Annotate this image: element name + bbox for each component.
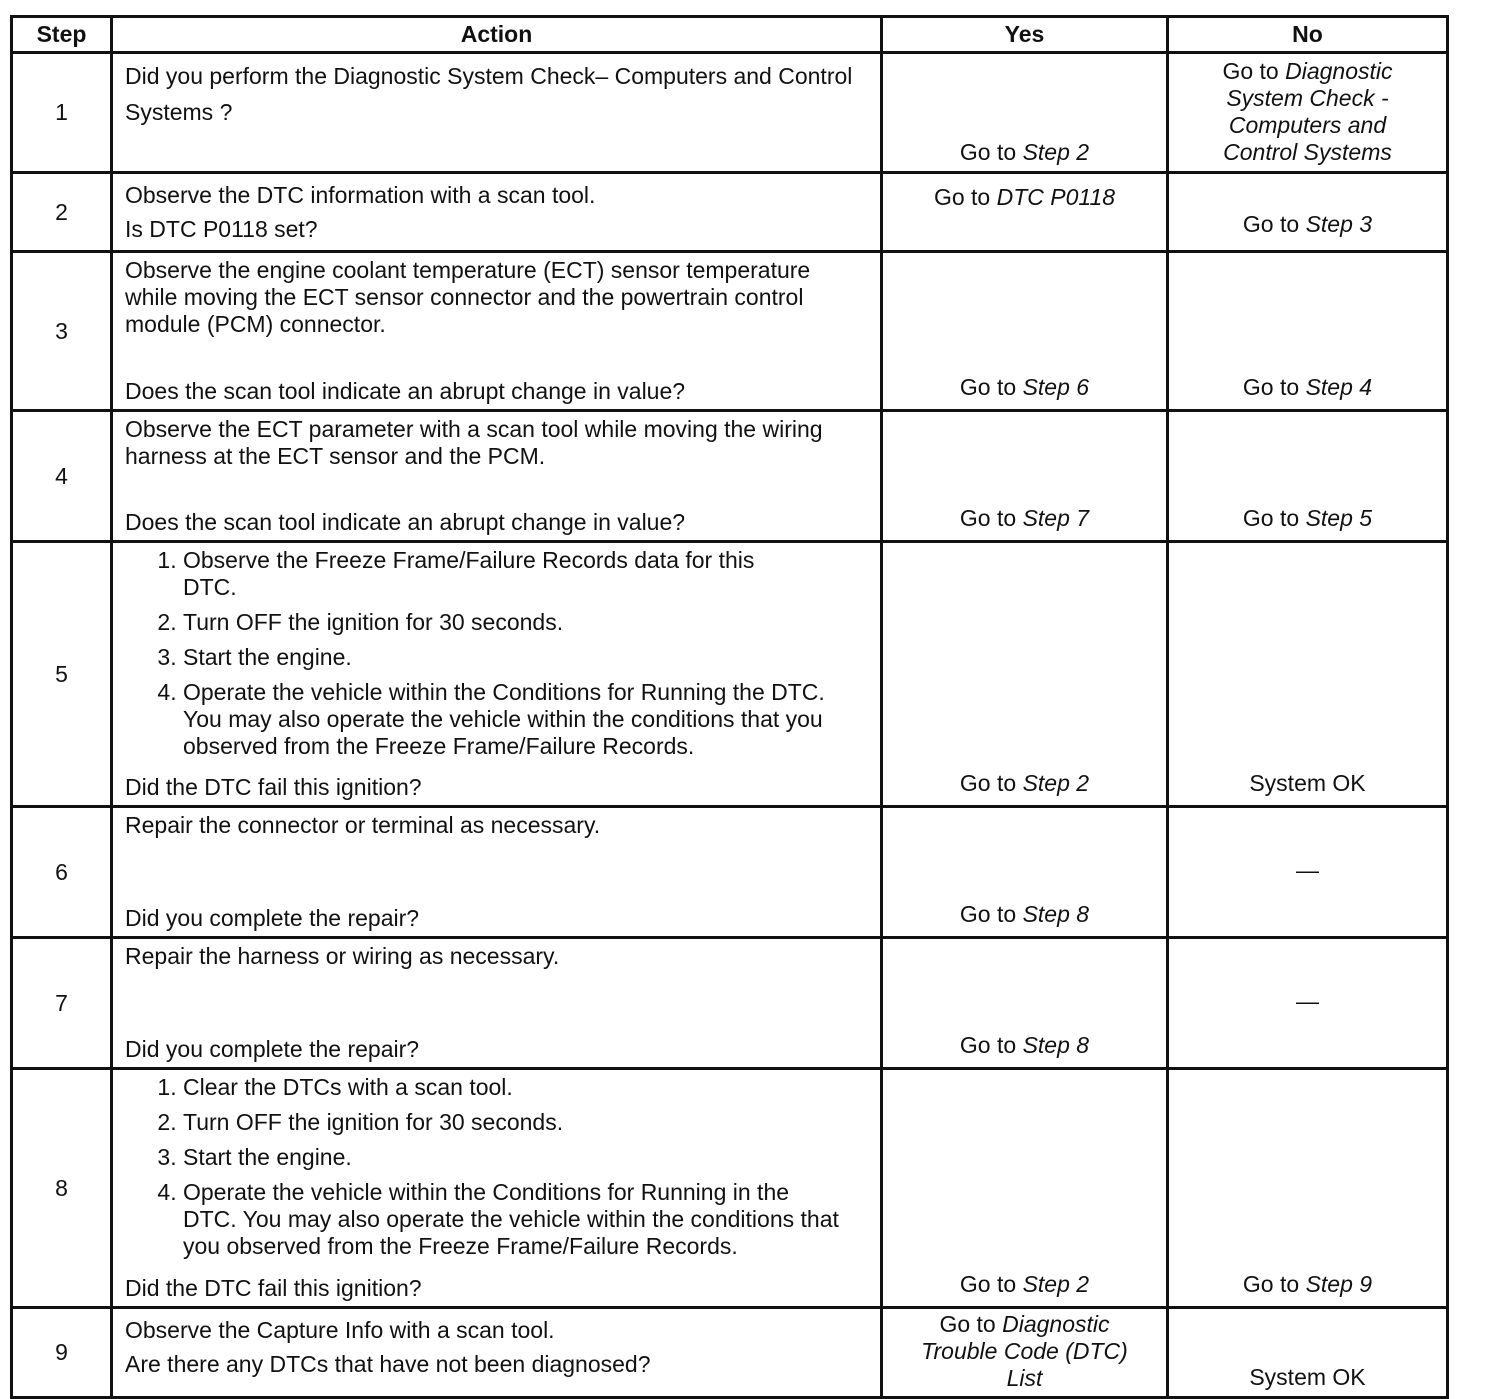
- yes-target: Step 7: [1022, 505, 1090, 531]
- no-dash: —: [1296, 856, 1319, 883]
- action-question: Is DTC P0118 set?: [125, 216, 318, 242]
- action-cell: [112, 1308, 882, 1398]
- yes-prefix: Go to: [959, 505, 1023, 531]
- yes-target: Step 8: [1022, 901, 1090, 927]
- yes-cell: [882, 53, 1168, 173]
- action-cell: [112, 53, 882, 173]
- yes-prefix: Go to: [959, 1032, 1023, 1058]
- yes-target: Step 6: [1022, 374, 1090, 400]
- action-text: Repair the harness or wiring as necessary.: [125, 943, 560, 969]
- list-item: 1. Observe the Freeze Frame/Failure Records data for this DTC.: [183, 547, 840, 601]
- action-cell: [112, 252, 882, 411]
- action-cell: [112, 938, 882, 1069]
- no-prefix: Go to: [1242, 1271, 1306, 1297]
- step-number: 1: [12, 53, 112, 173]
- no-cell: [1168, 807, 1448, 938]
- yes-target: Step 2: [1022, 1271, 1090, 1297]
- action-question: Did the DTC fail this ignition?: [125, 1275, 422, 1301]
- step-number: 5: [12, 542, 112, 807]
- table-row: [12, 411, 1448, 542]
- step-number: 7: [12, 938, 112, 1069]
- action-text: Repair the connector or terminal as necessary.: [125, 812, 601, 838]
- header-step: Step: [12, 17, 112, 53]
- no-target: Step 9: [1305, 1271, 1373, 1297]
- list-item: 4. Operate the vehicle within the Conditions for Running the DTC. You may also operate the vehicle within the conditions that you observed from the Freeze Frame/Failure Records.: [183, 679, 840, 760]
- table-row: [12, 542, 1448, 807]
- yes-cell: [882, 1069, 1168, 1308]
- table-row: [12, 807, 1448, 938]
- no-cell: [1168, 252, 1448, 411]
- header-yes: Yes: [882, 17, 1168, 53]
- yes-prefix: Go to: [959, 770, 1023, 796]
- table-row: [12, 1308, 1448, 1398]
- no-cell: [1168, 411, 1448, 542]
- table-row: [12, 53, 1448, 173]
- step-number: 6: [12, 807, 112, 938]
- yes-target: Diagnostic Trouble Code (DTC) List: [921, 1311, 1128, 1391]
- no-prefix: Go to: [1242, 211, 1306, 237]
- yes-target: Step 8: [1022, 1032, 1090, 1058]
- yes-cell: [882, 807, 1168, 938]
- action-question: Did you complete the repair?: [125, 1036, 420, 1062]
- yes-cell: [882, 252, 1168, 411]
- yes-target: DTC P0118: [996, 184, 1116, 210]
- yes-cell: [882, 411, 1168, 542]
- yes-prefix: Go to: [933, 184, 997, 210]
- action-text: Observe the ECT parameter with a scan tool while moving the wiring harness at the ECT sensor and the PCM.: [125, 416, 823, 469]
- yes-cell: [882, 938, 1168, 1069]
- table-row: [12, 252, 1448, 411]
- yes-prefix: Go to: [959, 374, 1023, 400]
- action-list: [125, 547, 880, 768]
- list-item: 1. Clear the DTCs with a scan tool.: [183, 1074, 840, 1101]
- action-cell: [112, 411, 882, 542]
- action-question: Did you complete the repair?: [125, 905, 420, 931]
- no-cell: [1168, 938, 1448, 1069]
- yes-prefix: Go to: [939, 1311, 1003, 1337]
- step-number: 2: [12, 173, 112, 252]
- action-cell: [112, 542, 882, 807]
- header-no: No: [1168, 17, 1448, 53]
- action-text: Observe the engine coolant temperature (ECT) sensor temperature while moving the ECT sensor connector and the powertrain control module (PCM) connector.: [125, 257, 811, 337]
- step-number: 8: [12, 1069, 112, 1308]
- no-cell: [1168, 542, 1448, 807]
- action-text: Did you perform the Diagnostic System Check– Computers and Control Systems ?: [125, 63, 853, 125]
- no-prefix: Go to: [1242, 374, 1306, 400]
- no-cell: [1168, 53, 1448, 173]
- action-question: Did the DTC fail this ignition?: [125, 774, 422, 800]
- list-item: 2. Turn OFF the ignition for 30 seconds.: [183, 1109, 840, 1136]
- step-number: 9: [12, 1308, 112, 1398]
- action-cell: [112, 173, 882, 252]
- list-item: 4. Operate the vehicle within the Conditions for Running in the DTC. You may also operate the vehicle within the conditions that you observed from the Freeze Frame/Failure Records.: [183, 1179, 840, 1260]
- no-cell: [1168, 1308, 1448, 1398]
- no-target: Step 4: [1305, 374, 1373, 400]
- yes-prefix: Go to: [959, 1271, 1023, 1297]
- table-row: [12, 173, 1448, 252]
- yes-cell: [882, 1308, 1168, 1398]
- no-prefix: Go to: [1242, 505, 1306, 531]
- action-question: Does the scan tool indicate an abrupt change in value?: [125, 378, 686, 404]
- header-row: [12, 17, 1448, 53]
- action-question: Does the scan tool indicate an abrupt change in value?: [125, 509, 686, 535]
- no-target: Step 5: [1305, 505, 1373, 531]
- table-row: [12, 938, 1448, 1069]
- no-cell: [1168, 1069, 1448, 1308]
- yes-target: Step 2: [1022, 770, 1090, 796]
- yes-cell: [882, 542, 1168, 807]
- action-cell: [112, 807, 882, 938]
- yes-prefix: Go to: [959, 139, 1023, 165]
- table-row: [12, 1069, 1448, 1308]
- no-text: System OK: [1249, 770, 1366, 796]
- action-cell: [112, 1069, 882, 1308]
- no-cell: [1168, 173, 1448, 252]
- no-prefix: Go to: [1222, 58, 1286, 84]
- step-number: 3: [12, 252, 112, 411]
- header-action: Action: [112, 17, 882, 53]
- no-dash: —: [1296, 987, 1319, 1014]
- step-number: 4: [12, 411, 112, 542]
- action-list: [125, 1074, 880, 1268]
- yes-cell: [882, 173, 1168, 252]
- no-target: Diagnostic System Check - Computers and Control Systems: [1223, 58, 1393, 165]
- action-question: Are there any DTCs that have not been diagnosed?: [125, 1351, 651, 1377]
- yes-target: Step 2: [1022, 139, 1090, 165]
- list-item: 3. Start the engine.: [183, 644, 840, 671]
- diagnostic-table: [10, 15, 1449, 1399]
- yes-prefix: Go to: [959, 901, 1023, 927]
- no-target: Step 3: [1305, 211, 1373, 237]
- action-text: Observe the DTC information with a scan tool.: [125, 182, 596, 208]
- no-text: System OK: [1249, 1364, 1366, 1390]
- list-item: 2. Turn OFF the ignition for 30 seconds.: [183, 609, 840, 636]
- action-text: Observe the Capture Info with a scan tool.: [125, 1317, 555, 1343]
- list-item: 3. Start the engine.: [183, 1144, 840, 1171]
